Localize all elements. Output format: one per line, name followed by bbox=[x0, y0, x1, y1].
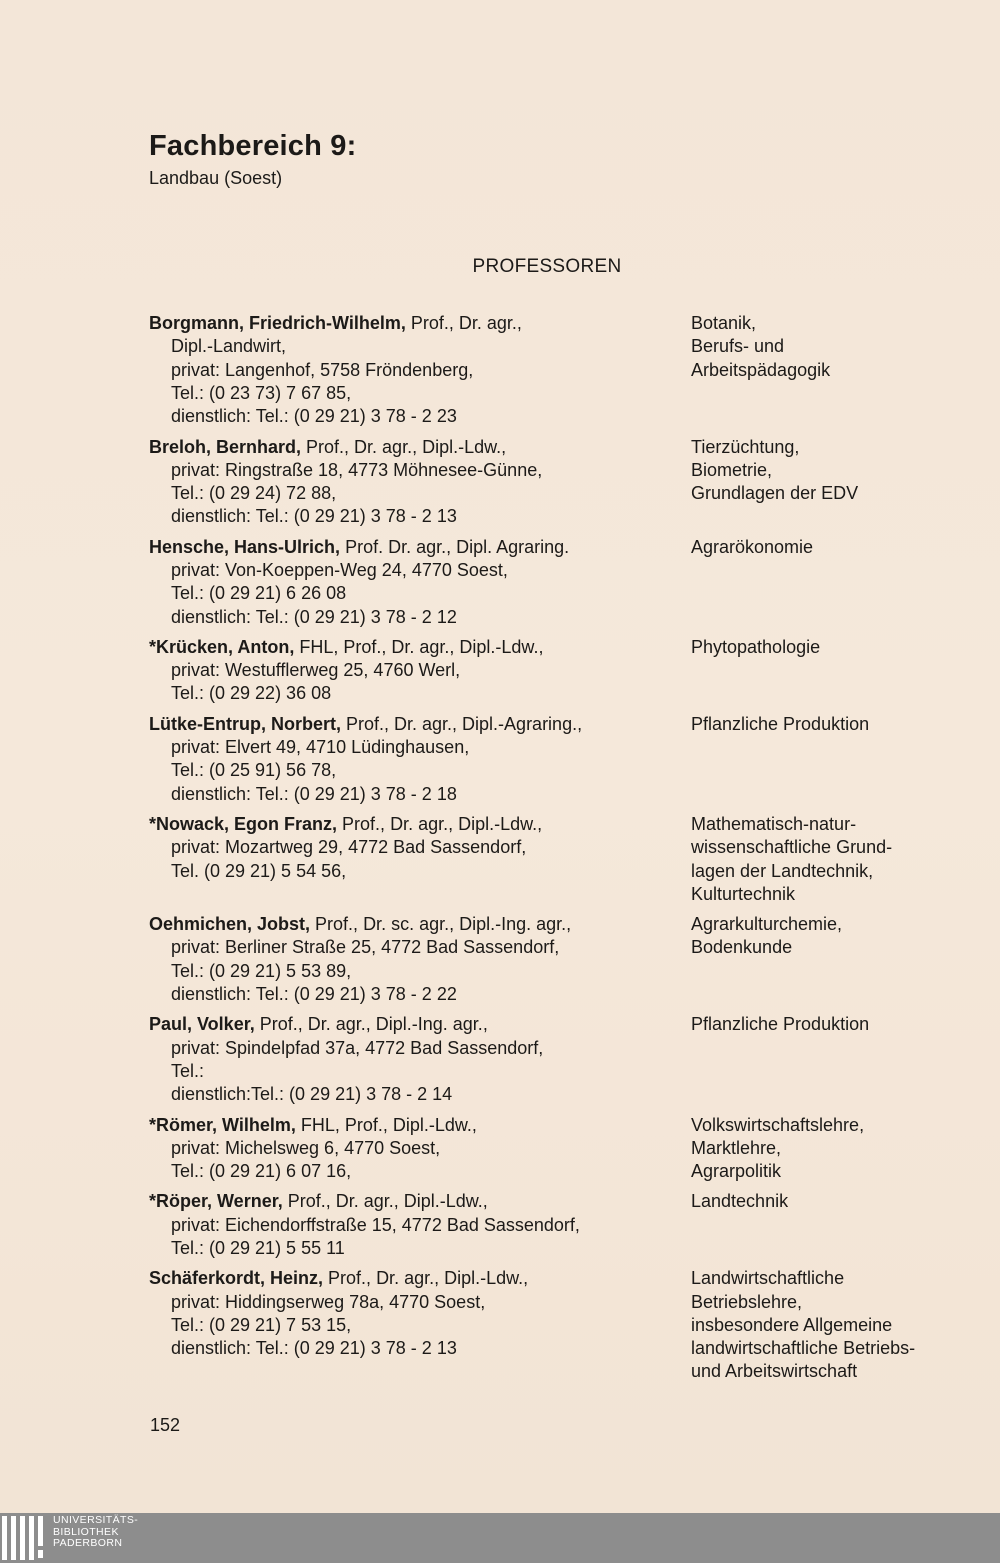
professor-name: *Römer, Wilhelm, bbox=[149, 1114, 296, 1135]
professor-heading-line bbox=[149, 1114, 679, 1137]
professor-name: Hensche, Hans-Ulrich, bbox=[149, 536, 341, 557]
professor-contact-line: privat: Michelsweg 6, 4770 Soest, bbox=[171, 1137, 441, 1158]
field-line: Agrarpolitik bbox=[691, 1161, 782, 1182]
professor-contact-line: privat: Ringstraße 18, 4773 Möhnesee-Günne, bbox=[171, 459, 543, 480]
professor-contact-line: privat: Mozartweg 29, 4772 Bad Sassendorf, bbox=[171, 837, 527, 858]
field-line: Botanik, bbox=[691, 313, 757, 333]
professor-details bbox=[149, 536, 679, 629]
professor-fields bbox=[691, 913, 971, 960]
professor-title: Prof., Dr. agr., Dipl.-Ldw., bbox=[282, 1191, 488, 1212]
field-line: Landtechnik bbox=[691, 1191, 789, 1212]
professor-contact-line: dienstlich: Tel.: (0 29 21) 3 78 - 2 12 bbox=[171, 606, 457, 627]
field-line: Kulturtechnik bbox=[691, 883, 796, 904]
field-line: Pflanzliche Produktion bbox=[691, 713, 870, 734]
professor-contact-line: privat: Hiddingserweg 78a, 4770 Soest, bbox=[171, 1291, 486, 1312]
professor-title: Prof., Dr. agr., Dipl.-Ldw., bbox=[301, 436, 507, 457]
professor-name: Lütke-Entrup, Norbert, bbox=[149, 713, 341, 734]
professor-entry bbox=[149, 1114, 969, 1184]
professor-title: Prof., Dr. agr., Dipl.-Ldw., bbox=[323, 1268, 529, 1289]
professor-name: *Nowack, Egon Franz, bbox=[149, 813, 338, 834]
professor-entry bbox=[149, 913, 969, 1006]
professor-contact-line: Tel.: (0 29 21) 7 53 15, bbox=[171, 1314, 352, 1335]
professor-contact-line: Tel.: (0 29 22) 36 08 bbox=[171, 683, 332, 704]
professor-details bbox=[149, 1190, 679, 1260]
professor-entry bbox=[149, 636, 969, 706]
library-name-line: UNIVERSITÄTS- bbox=[53, 1514, 139, 1526]
professor-contact-line: Tel.: (0 29 21) 5 55 11 bbox=[171, 1238, 345, 1258]
field-line: Berufs- und bbox=[691, 336, 785, 357]
professor-heading-line bbox=[149, 1190, 679, 1213]
professor-contact-line: Dipl.-Landwirt, bbox=[171, 336, 287, 357]
professor-contact-line: Tel. (0 29 21) 5 54 56, bbox=[171, 860, 347, 881]
professor-contact-line: privat: Eichendorffstraße 15, 4772 Bad Sassendorf, bbox=[171, 1214, 580, 1235]
professor-details bbox=[149, 1114, 679, 1184]
page-number: 152 bbox=[150, 1415, 181, 1435]
field-line: und Arbeitswirtschaft bbox=[691, 1361, 858, 1382]
professor-entry bbox=[149, 813, 969, 906]
field-line: Betriebslehre, bbox=[691, 1291, 803, 1312]
professor-contact-line: privat: Von-Koeppen-Weg 24, 4770 Soest, bbox=[171, 559, 508, 580]
professor-fields bbox=[691, 1013, 971, 1036]
professor-details bbox=[149, 636, 679, 706]
field-line: Mathematisch-natur- bbox=[691, 813, 857, 834]
professor-name: *Röper, Werner, bbox=[149, 1191, 283, 1212]
professor-title: Prof., Dr. agr., Dipl.-Ing. agr., bbox=[254, 1014, 488, 1035]
field-line: insbesondere Allgemeine bbox=[691, 1314, 893, 1335]
professor-list bbox=[149, 312, 969, 1391]
professor-fields bbox=[691, 1267, 971, 1383]
library-footer bbox=[0, 1513, 1000, 1563]
field-line: lagen der Landtechnik, bbox=[691, 860, 874, 881]
professor-fields bbox=[691, 813, 971, 906]
field-line: landwirtschaftliche Betriebs- bbox=[691, 1338, 916, 1359]
professor-heading-line bbox=[149, 636, 679, 659]
field-line: Agrarökonomie bbox=[691, 536, 814, 557]
professor-contact-line: privat: Westufflerweg 25, 4760 Werl, bbox=[171, 660, 461, 681]
library-name-line: BIBLIOTHEK bbox=[53, 1525, 119, 1538]
field-line: Bodenkunde bbox=[691, 937, 793, 958]
professor-title: Prof. Dr. agr., Dipl. Agraring. bbox=[340, 536, 570, 557]
professor-entry bbox=[149, 1267, 969, 1384]
professor-heading-line bbox=[149, 1267, 679, 1290]
field-line: Landwirtschaftliche bbox=[691, 1268, 845, 1289]
professor-heading-line bbox=[149, 913, 679, 936]
professor-contact-line: Tel.: bbox=[171, 1060, 205, 1081]
professor-details bbox=[149, 436, 679, 529]
professor-details bbox=[149, 713, 679, 806]
professor-contact-line: privat: Elvert 49, 4710 Lüdinghausen, bbox=[171, 737, 470, 758]
professor-title: FHL, Prof., Dipl.-Ldw., bbox=[295, 1114, 477, 1135]
professor-details bbox=[149, 1267, 679, 1360]
professor-entry bbox=[149, 312, 969, 429]
field-line: Tierzüchtung, bbox=[691, 436, 800, 457]
professor-entry bbox=[149, 1013, 969, 1106]
professor-contact-line: dienstlich: Tel.: (0 29 21) 3 78 - 2 13 bbox=[171, 1338, 457, 1359]
professor-title: Prof., Dr. sc. agr., Dipl.-Ing. agr., bbox=[310, 914, 572, 935]
professor-details bbox=[149, 813, 679, 883]
professor-contact-line: Tel.: (0 29 21) 6 07 16, bbox=[171, 1161, 352, 1182]
library-name bbox=[53, 1515, 138, 1550]
professor-name: Oehmichen, Jobst, bbox=[149, 914, 311, 935]
section-heading: PROFESSOREN bbox=[472, 256, 622, 277]
professor-heading-line bbox=[149, 813, 679, 836]
professor-fields bbox=[691, 1114, 971, 1184]
professor-entry bbox=[149, 436, 969, 529]
field-line: Agrarkulturchemie, bbox=[691, 914, 843, 935]
professor-name: *Krücken, Anton, bbox=[149, 636, 295, 657]
professor-heading-line bbox=[149, 536, 679, 559]
professor-entry bbox=[149, 536, 969, 629]
professor-contact-line: Tel.: (0 25 91) 56 78, bbox=[171, 760, 337, 781]
professor-fields bbox=[691, 312, 971, 382]
professor-contact-line: privat: Berliner Straße 25, 4772 Bad Sassendorf, bbox=[171, 937, 560, 958]
field-line: Arbeitspädagogik bbox=[691, 359, 831, 380]
professor-contact-line: Tel.: (0 29 21) 5 53 89, bbox=[171, 960, 352, 981]
professor-fields bbox=[691, 713, 971, 736]
page-subtitle: Landbau (Soest) bbox=[149, 168, 283, 188]
professor-fields bbox=[691, 636, 971, 659]
professor-contact-line: Tel.: (0 29 21) 6 26 08 bbox=[171, 583, 347, 604]
professor-entry bbox=[149, 1190, 969, 1260]
library-logo-icon bbox=[2, 1516, 48, 1560]
professor-contact-line: dienstlich:Tel.: (0 29 21) 3 78 - 2 14 bbox=[171, 1084, 453, 1105]
professor-contact-line: dienstlich: Tel.: (0 29 21) 3 78 - 2 22 bbox=[171, 984, 457, 1005]
field-line: wissenschaftliche Grund- bbox=[691, 837, 893, 858]
professor-details bbox=[149, 1013, 679, 1106]
professor-entry bbox=[149, 713, 969, 806]
professor-title: FHL, Prof., Dr. agr., Dipl.-Ldw., bbox=[294, 636, 544, 657]
page-title: Fachbereich 9: bbox=[149, 130, 357, 162]
professor-heading-line bbox=[149, 1013, 679, 1036]
professor-name: Borgmann, Friedrich-Wilhelm, bbox=[149, 313, 406, 333]
professor-contact-line: dienstlich: Tel.: (0 29 21) 3 78 - 2 23 bbox=[171, 406, 457, 427]
professor-contact-line: Tel.: (0 29 24) 72 88, bbox=[171, 483, 337, 504]
field-line: Marktlehre, bbox=[691, 1137, 782, 1158]
library-name-line: PADERBORN bbox=[53, 1537, 123, 1549]
professor-name: Schäferkordt, Heinz, bbox=[149, 1268, 324, 1289]
professor-fields bbox=[691, 1190, 971, 1213]
field-line: Phytopathologie bbox=[691, 636, 821, 657]
professor-contact-line: dienstlich: Tel.: (0 29 21) 3 78 - 2 13 bbox=[171, 506, 457, 527]
professor-heading-line bbox=[149, 312, 679, 335]
professor-name: Breloh, Bernhard, bbox=[149, 436, 302, 457]
professor-contact-line: dienstlich: Tel.: (0 29 21) 3 78 - 2 18 bbox=[171, 783, 457, 804]
professor-contact-line: Tel.: (0 23 73) 7 67 85, bbox=[171, 382, 352, 403]
field-line: Pflanzliche Produktion bbox=[691, 1014, 870, 1035]
field-line: Biometrie, bbox=[691, 459, 773, 480]
professor-name: Paul, Volker, bbox=[149, 1014, 255, 1035]
professor-details bbox=[149, 312, 679, 428]
professor-heading-line bbox=[149, 436, 679, 459]
field-line: Grundlagen der EDV bbox=[691, 483, 859, 504]
professor-contact-line: privat: Langenhof, 5758 Fröndenberg, bbox=[171, 359, 474, 380]
professor-title: Prof., Dr. agr., Dipl.-Ldw., bbox=[337, 813, 543, 834]
field-line: Volkswirtschaftslehre, bbox=[691, 1114, 865, 1135]
professor-title: Prof., Dr. agr., Dipl.-Agraring., bbox=[341, 713, 583, 734]
professor-fields bbox=[691, 436, 971, 506]
professor-fields bbox=[691, 536, 971, 559]
professor-details bbox=[149, 913, 679, 1006]
professor-title: Prof., Dr. agr., bbox=[405, 313, 522, 333]
professor-heading-line bbox=[149, 713, 679, 736]
professor-contact-line: privat: Spindelpfad 37a, 4772 Bad Sassendorf, bbox=[171, 1037, 544, 1058]
